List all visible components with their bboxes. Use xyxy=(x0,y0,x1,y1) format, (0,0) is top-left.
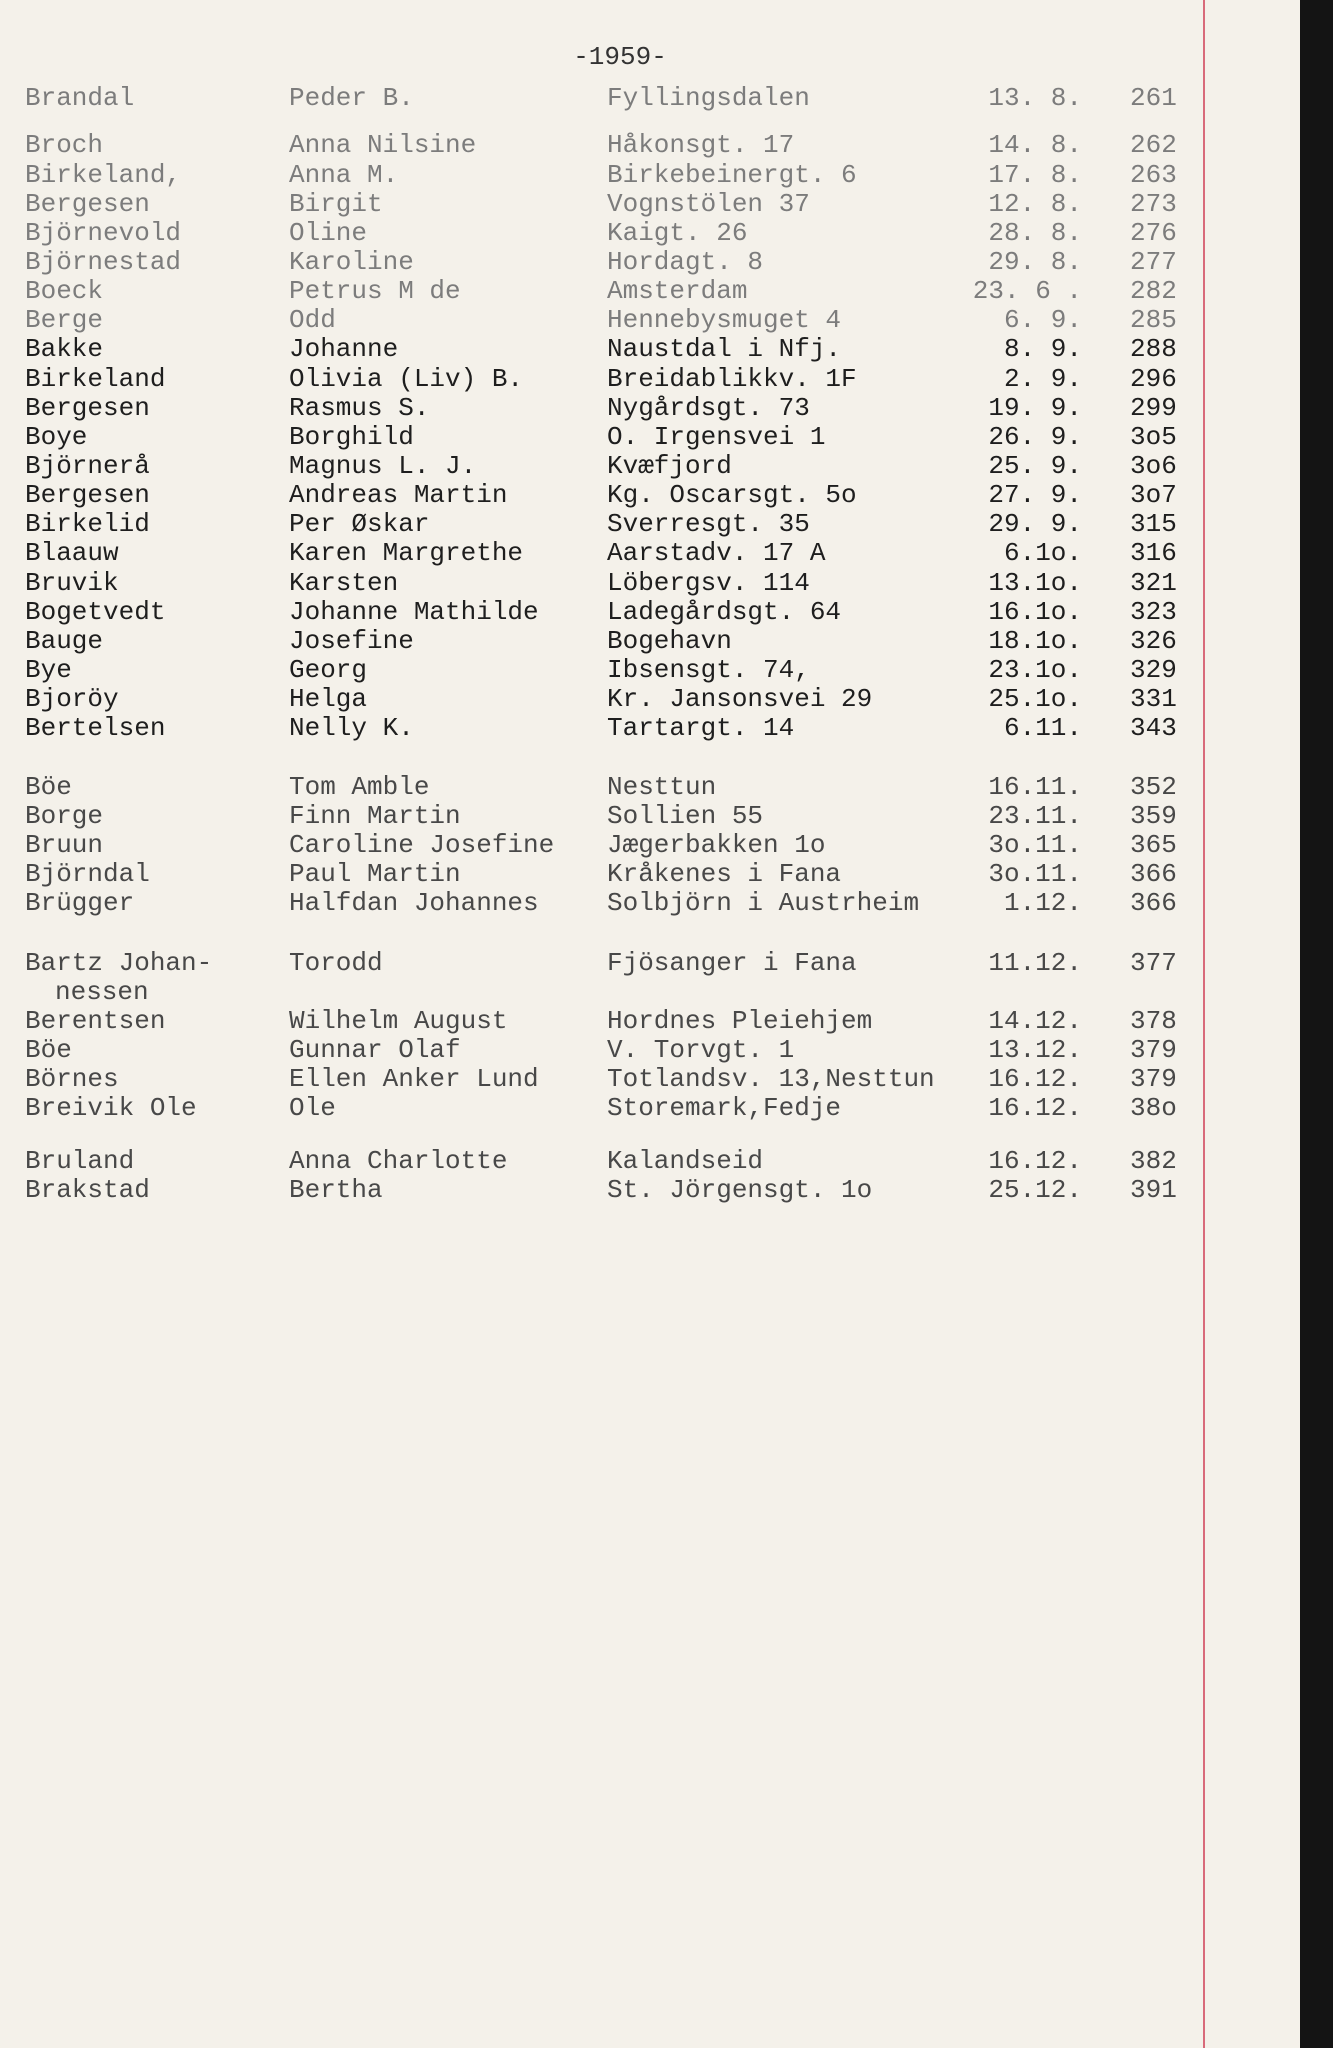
first-name-cell: Tom Amble xyxy=(289,772,430,802)
surname-cell: Bruun xyxy=(25,830,104,860)
date-cell: 13. 8. xyxy=(988,83,1082,113)
first-name-cell: Karsten xyxy=(289,568,399,598)
surname-cell: Björndal xyxy=(25,859,150,889)
date-cell: 29. 8. xyxy=(988,247,1082,277)
number-cell: 261 xyxy=(1130,83,1177,113)
date-cell: 12. 8. xyxy=(988,189,1082,219)
first-name-cell: Josefine xyxy=(289,626,414,656)
date-cell: 25.1o. xyxy=(988,684,1082,714)
first-name-cell: Halfdan Johannes xyxy=(289,888,539,918)
address-cell: Hordagt. 8 xyxy=(607,247,764,277)
date-cell: 27. 9. xyxy=(988,480,1082,510)
scan-edge xyxy=(1300,0,1333,2048)
surname-cell: Broch xyxy=(25,130,104,160)
first-name-cell: Torodd xyxy=(289,948,383,978)
first-name-cell: Magnus L. J. xyxy=(289,451,477,481)
address-cell: Hennebysmuget 4 xyxy=(607,305,842,335)
date-cell: 18.1o. xyxy=(988,626,1082,656)
date-cell: 1.12. xyxy=(1003,888,1082,918)
address-cell: Totlandsv. 13,Nesttun xyxy=(607,1064,935,1094)
first-name-cell: Gunnar Olaf xyxy=(289,1035,461,1065)
first-name-cell: Bertha xyxy=(289,1175,383,1205)
number-cell: 262 xyxy=(1130,130,1177,160)
surname-cell: Bjoröy xyxy=(25,684,119,714)
surname-cell: Bergesen xyxy=(25,393,150,423)
number-cell: 352 xyxy=(1130,772,1177,802)
surname-cell: Bergesen xyxy=(25,189,150,219)
surname-cell: Birkeland, xyxy=(25,160,182,190)
number-cell: 299 xyxy=(1130,393,1177,423)
address-cell: Ladegårdsgt. 64 xyxy=(607,597,842,627)
number-cell: 38o xyxy=(1130,1093,1177,1123)
first-name-cell: Caroline Josefine xyxy=(289,830,555,860)
date-cell: 25.12. xyxy=(988,1175,1082,1205)
address-cell: Fyllingsdalen xyxy=(607,83,810,113)
address-cell: Håkonsgt. 17 xyxy=(607,130,795,160)
date-cell: 3o.11. xyxy=(988,830,1082,860)
surname-cell: Birkeland xyxy=(25,364,166,394)
number-cell: 382 xyxy=(1130,1146,1177,1176)
number-cell: 285 xyxy=(1130,305,1177,335)
date-cell: 13.1o. xyxy=(988,568,1082,598)
address-cell: V. Torvgt. 1 xyxy=(607,1035,795,1065)
address-cell: Sollien 55 xyxy=(607,801,764,831)
first-name-cell: Georg xyxy=(289,655,368,685)
surname-cell: Berge xyxy=(25,305,104,335)
date-cell: 16.12. xyxy=(988,1146,1082,1176)
date-cell: 23.11. xyxy=(988,801,1082,831)
address-cell: Kg. Oscarsgt. 5o xyxy=(607,480,857,510)
address-cell: St. Jörgensgt. 1o xyxy=(607,1175,873,1205)
date-cell: 6. 9. xyxy=(1003,305,1082,335)
address-cell: Aarstadv. 17 A xyxy=(607,538,826,568)
number-cell: 288 xyxy=(1130,334,1177,364)
date-cell: 19. 9. xyxy=(988,393,1082,423)
number-cell: 331 xyxy=(1130,684,1177,714)
date-cell: 28. 8. xyxy=(988,218,1082,248)
first-name-cell: Rasmus S. xyxy=(289,393,430,423)
number-cell: 296 xyxy=(1130,364,1177,394)
date-cell: 16.1o. xyxy=(988,597,1082,627)
first-name-cell: Johanne xyxy=(289,334,399,364)
date-cell: 8. 9. xyxy=(1003,334,1082,364)
address-cell: Ibsensgt. 74, xyxy=(607,655,810,685)
first-name-cell: Anna M. xyxy=(289,160,399,190)
surname-cell: Bruland xyxy=(25,1146,135,1176)
date-cell: 3o.11. xyxy=(988,859,1082,889)
surname-cell: Böe xyxy=(25,1035,72,1065)
address-cell: Löbergsv. 114 xyxy=(607,568,810,598)
address-cell: Solbjörn i Austrheim xyxy=(607,888,920,918)
surname-cell: Bauge xyxy=(25,626,104,656)
surname-cell: Björnestad xyxy=(25,247,182,277)
address-cell: Nesttun xyxy=(607,772,717,802)
date-cell: 16.12. xyxy=(988,1064,1082,1094)
number-cell: 391 xyxy=(1130,1175,1177,1205)
number-cell: 282 xyxy=(1130,276,1177,306)
number-cell: 326 xyxy=(1130,626,1177,656)
surname-cell: Bakke xyxy=(25,334,104,364)
first-name-cell: Wilhelm August xyxy=(289,1006,508,1036)
surname-cell: Bartz Johan- xyxy=(25,948,213,978)
number-cell: 263 xyxy=(1130,160,1177,190)
surname-cell: Brügger xyxy=(25,888,135,918)
surname-cell: Björnevold xyxy=(25,218,182,248)
address-cell: Tartargt. 14 xyxy=(607,713,795,743)
surname-cell: nessen xyxy=(55,977,149,1007)
surname-cell: Bogetvedt xyxy=(25,597,166,627)
number-cell: 359 xyxy=(1130,801,1177,831)
number-cell: 379 xyxy=(1130,1035,1177,1065)
address-cell: Storemark,Fedje xyxy=(607,1093,842,1123)
address-cell: Bogehavn xyxy=(607,626,732,656)
first-name-cell: Nelly K. xyxy=(289,713,414,743)
address-cell: Kr. Jansonsvei 29 xyxy=(607,684,873,714)
first-name-cell: Anna Charlotte xyxy=(289,1146,508,1176)
address-cell: Birkebeinergt. 6 xyxy=(607,160,857,190)
date-cell: 29. 9. xyxy=(988,509,1082,539)
first-name-cell: Karoline xyxy=(289,247,414,277)
surname-cell: Böe xyxy=(25,772,72,802)
number-cell: 277 xyxy=(1130,247,1177,277)
number-cell: 316 xyxy=(1130,538,1177,568)
surname-cell: Bergesen xyxy=(25,480,150,510)
number-cell: 315 xyxy=(1130,509,1177,539)
number-cell: 366 xyxy=(1130,859,1177,889)
number-cell: 3o6 xyxy=(1130,451,1177,481)
date-cell: 14.12. xyxy=(988,1006,1082,1036)
first-name-cell: Olivia (Liv) B. xyxy=(289,364,524,394)
date-cell: 2. 9. xyxy=(1003,364,1082,394)
surname-cell: Boye xyxy=(25,422,88,452)
surname-cell: Borge xyxy=(25,801,104,831)
number-cell: 273 xyxy=(1130,189,1177,219)
date-cell: 16.12. xyxy=(988,1093,1082,1123)
year-header: -1959- xyxy=(573,42,667,72)
surname-cell: Björnerå xyxy=(25,451,150,481)
address-cell: Fjösanger i Fana xyxy=(607,948,857,978)
number-cell: 329 xyxy=(1130,655,1177,685)
number-cell: 323 xyxy=(1130,597,1177,627)
address-cell: Hordnes Pleiehjem xyxy=(607,1006,873,1036)
address-cell: Amsterdam xyxy=(607,276,748,306)
first-name-cell: Anna Nilsine xyxy=(289,130,477,160)
date-cell: 13.12. xyxy=(988,1035,1082,1065)
number-cell: 378 xyxy=(1130,1006,1177,1036)
surname-cell: Bruvik xyxy=(25,568,119,598)
date-cell: 23.1o. xyxy=(988,655,1082,685)
address-cell: Jægerbakken 1o xyxy=(607,830,826,860)
surname-cell: Brakstad xyxy=(25,1175,150,1205)
number-cell: 377 xyxy=(1130,948,1177,978)
address-cell: Naustdal i Nfj. xyxy=(607,334,842,364)
first-name-cell: Borghild xyxy=(289,422,414,452)
first-name-cell: Karen Margrethe xyxy=(289,538,524,568)
address-cell: Sverresgt. 35 xyxy=(607,509,810,539)
date-cell: 17. 8. xyxy=(988,160,1082,190)
first-name-cell: Paul Martin xyxy=(289,859,461,889)
number-cell: 3o5 xyxy=(1130,422,1177,452)
date-cell: 11.12. xyxy=(988,948,1082,978)
surname-cell: Boeck xyxy=(25,276,104,306)
date-cell: 14. 8. xyxy=(988,130,1082,160)
address-cell: Breidablikkv. 1F xyxy=(607,364,857,394)
date-cell: 6.11. xyxy=(1003,713,1082,743)
date-cell: 6.1o. xyxy=(1003,538,1082,568)
number-cell: 321 xyxy=(1130,568,1177,598)
surname-cell: Berentsen xyxy=(25,1006,166,1036)
first-name-cell: Helga xyxy=(289,684,368,714)
surname-cell: Brandal xyxy=(25,83,135,113)
date-cell: 23. 6 . xyxy=(972,276,1082,306)
number-cell: 365 xyxy=(1130,830,1177,860)
surname-cell: Bye xyxy=(25,655,72,685)
address-cell: Kvæfjord xyxy=(607,451,732,481)
first-name-cell: Oline xyxy=(289,218,368,248)
date-cell: 25. 9. xyxy=(988,451,1082,481)
address-cell: Kråkenes i Fana xyxy=(607,859,842,889)
first-name-cell: Petrus M de xyxy=(289,276,461,306)
first-name-cell: Andreas Martin xyxy=(289,480,508,510)
first-name-cell: Ole xyxy=(289,1093,336,1123)
surname-cell: Börnes xyxy=(25,1064,119,1094)
address-cell: Kaigt. 26 xyxy=(607,218,748,248)
number-cell: 379 xyxy=(1130,1064,1177,1094)
first-name-cell: Ellen Anker Lund xyxy=(289,1064,539,1094)
address-cell: Kalandseid xyxy=(607,1146,764,1176)
surname-cell: Bertelsen xyxy=(25,713,166,743)
number-cell: 276 xyxy=(1130,218,1177,248)
address-cell: Nygårdsgt. 73 xyxy=(607,393,810,423)
number-cell: 343 xyxy=(1130,713,1177,743)
first-name-cell: Odd xyxy=(289,305,336,335)
number-cell: 3o7 xyxy=(1130,480,1177,510)
first-name-cell: Johanne Mathilde xyxy=(289,597,539,627)
surname-cell: Breivik Ole xyxy=(25,1093,197,1123)
date-cell: 16.11. xyxy=(988,772,1082,802)
number-cell: 366 xyxy=(1130,888,1177,918)
first-name-cell: Finn Martin xyxy=(289,801,461,831)
surname-cell: Birkelid xyxy=(25,509,150,539)
first-name-cell: Peder B. xyxy=(289,83,414,113)
first-name-cell: Per Øskar xyxy=(289,509,430,539)
date-cell: 26. 9. xyxy=(988,422,1082,452)
margin-line xyxy=(1203,0,1205,2048)
surname-cell: Blaauw xyxy=(25,538,119,568)
address-cell: O. Irgensvei 1 xyxy=(607,422,826,452)
first-name-cell: Birgit xyxy=(289,189,383,219)
address-cell: Vognstölen 37 xyxy=(607,189,810,219)
